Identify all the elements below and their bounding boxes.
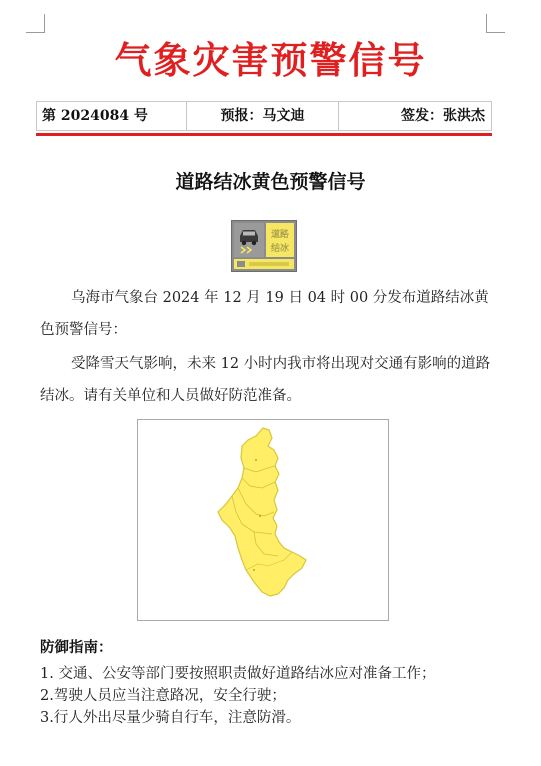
city-region-map [138,420,388,620]
crop-mark-top-left [26,14,45,33]
header-divider [36,133,492,136]
issue-info-bar [36,101,492,131]
issue-number: 第 2024084 号 [37,102,187,130]
guide-item: 1. 交通、公安等部门要按照职责做好道路结冰应对准备工作； [40,666,436,682]
road-icing-warning-icon [231,220,297,272]
guide-item: 2.驾驶人员应当注意路况，安全行驶； [40,688,286,704]
issuer: 签发：张洪杰 [401,108,485,124]
impact-paragraph: 受降雪天气影响，未来 12 小时内我市将出现对交通有影响的道路结冰。请有关单位和人员做好防范准备。 [40,356,491,404]
defense-guide-list [40,663,510,729]
guide-item: 3.行人外出尽量少骑自行车，注意防滑。 [40,710,301,726]
warning-title: 道路结冰黄色预警信号 [175,171,366,193]
crop-mark-top-right [486,14,505,33]
document-title: 气象灾害预警信号 [114,38,427,82]
icon-label-road: 道路 [270,230,290,240]
icon-label-icing: 结冰 [270,244,290,254]
announcement-paragraph: 乌海市气象台 2024 年 12 月 19 日 04 时 00 分发布道路结冰黄色预警信号： [40,290,489,338]
warning-region-shape [218,428,306,596]
warning-area-map [137,419,389,621]
defense-guide-title: 防御指南： [40,639,113,656]
forecaster: 预报：马文迪 [187,102,339,130]
